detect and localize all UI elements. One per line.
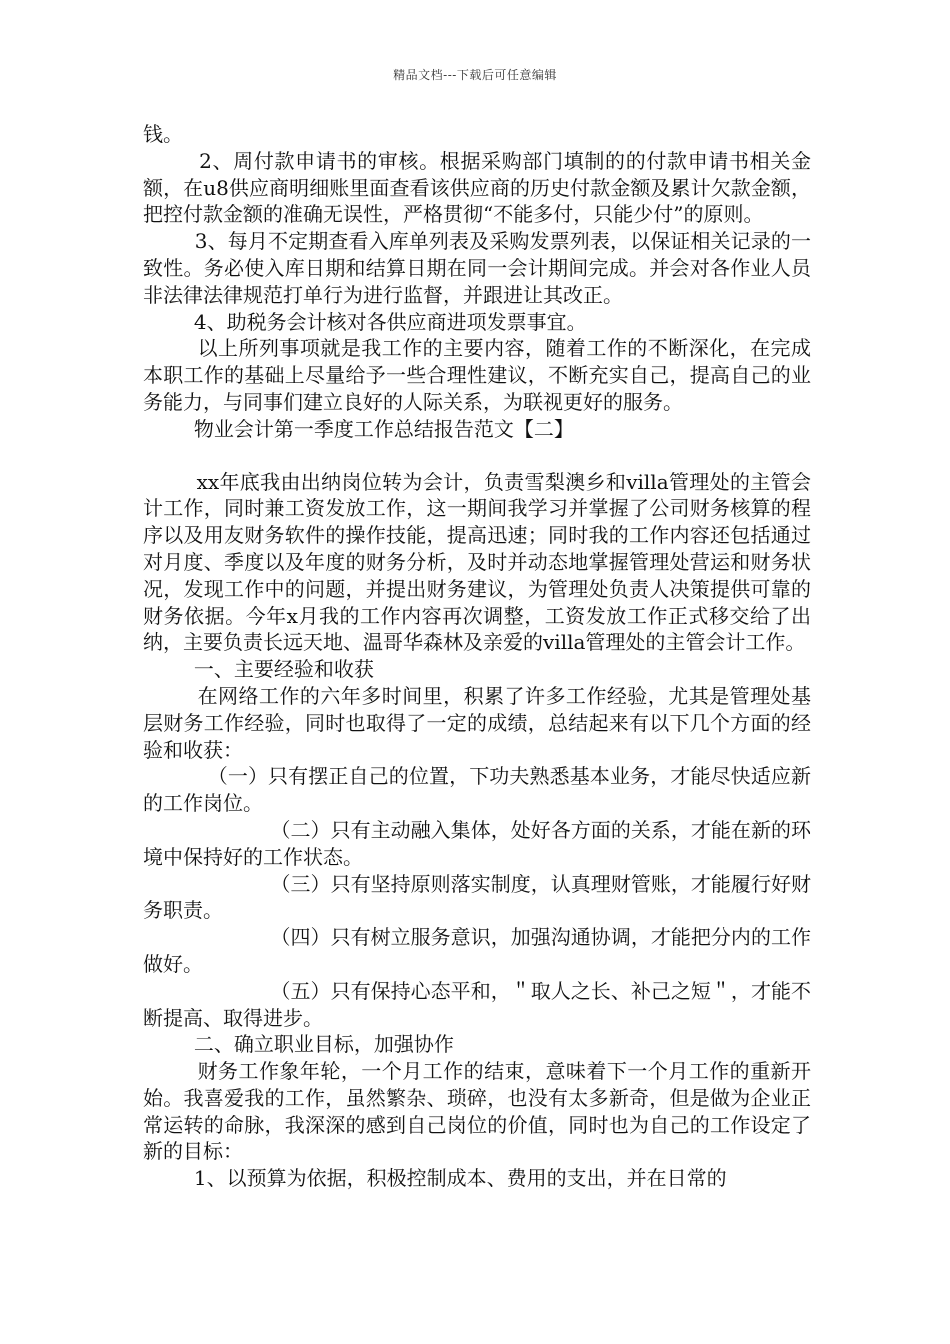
paragraph: 以上所列事项就是我工作的主要内容，随着工作的不断深化，在完成本职工作的基础上尽量给予一些合理性建议，不断充实自己，提高自己的业务能力，与同事们建立良好的人际关系，为联视更好的服务。 xyxy=(143,336,812,414)
heading: 二、确立职业目标，加强协作 xyxy=(143,1032,454,1057)
blank-line xyxy=(143,443,811,469)
paragraph: 3、每月不定期查看入库单列表及采购发票列表，以保证相关记录的一致性。务必使入库日期和结算日期在同一会计期间完成。并会对各作业人员非法律法律规范打单行为进行监督，并跟进让其改正。 xyxy=(143,229,811,307)
paragraph: xx年底我由出纳岗位转为会计，负责雪梨澳乡和villa管理处的主管会计工作，同时兼工资发放工作，这一期间我学习并掌握了公司财务核算的程序以及用友财务软件的操作技能，提高迅速；同时我的工作内容还包括通过对月度、季度以及年度的财务分析，及时并动态地掌握管理处营运和财务状况，发现工作中的问题，并提出财务建议，为管理处负责人决策提供可靠的财务依据。今年x月我的工作内容再次调整，工资发放工作正式移交给了出纳，主要负责长远天地、温哥华森林及亲爱的villa管理处的主管会计工作。 xyxy=(143,469,811,655)
list-item: （三）只有坚持原则落实制度，认真理财管账，才能履行好财务职责。 xyxy=(143,871,811,923)
list-item: （四）只有树立服务意识，加强沟通协调，才能把分内的工作做好。 xyxy=(143,925,811,976)
list-item: （五）只有保持心态平和，＂取人之长、补己之短＂，才能不断提高、取得进步。 xyxy=(143,978,811,1030)
paragraph: 1、以预算为依据，积极控制成本、费用的支出，并在日常的 xyxy=(143,1166,727,1191)
page-header: 精品文档---下载后可任意编辑 xyxy=(393,68,557,82)
list-item: （二）只有主动融入集体，处好各方面的关系，才能在新的环境中保持好的工作状态。 xyxy=(143,817,811,869)
section-title: 物业会计第一季度工作总结报告范文【二】 xyxy=(143,416,574,441)
paragraph: 在网络工作的六年多时间里，积累了许多工作经验，尤其是管理处基层财务工作经验，同时也取得了一定的成绩，总结起来有以下几个方面的经验和收获： xyxy=(143,683,812,762)
heading: 一、主要经验和收获 xyxy=(143,657,374,682)
document-body xyxy=(143,121,811,1192)
paragraph: 4、助税务会计核对各供应商进项发票事宜。 xyxy=(143,309,587,334)
list-item: （一）只有摆正自己的位置，下功夫熟悉基本业务，才能尽快适应新的工作岗位。 xyxy=(143,764,812,816)
paragraph: 2、周付款申请书的审核。根据采购部门填制的的付款申请书相关金额，在u8供应商明细账里面查看该供应商的历史付款金额及累计欠款金额，把控付款金额的准确无误性，严格贯彻“不能多付，只能少付”的原则。 xyxy=(143,148,811,227)
paragraph: 财务工作象年轮，一个月工作的结束，意味着下一个月工作的重新开始。我喜爱我的工作，虽然繁杂、琐碎，也没有太多新奇，但是做为企业正常运转的命脉，我深深的感到自己岗位的价值，同时也为自己的工作设定了新的目标： xyxy=(143,1059,812,1164)
paragraph: 钱。 xyxy=(143,122,183,146)
